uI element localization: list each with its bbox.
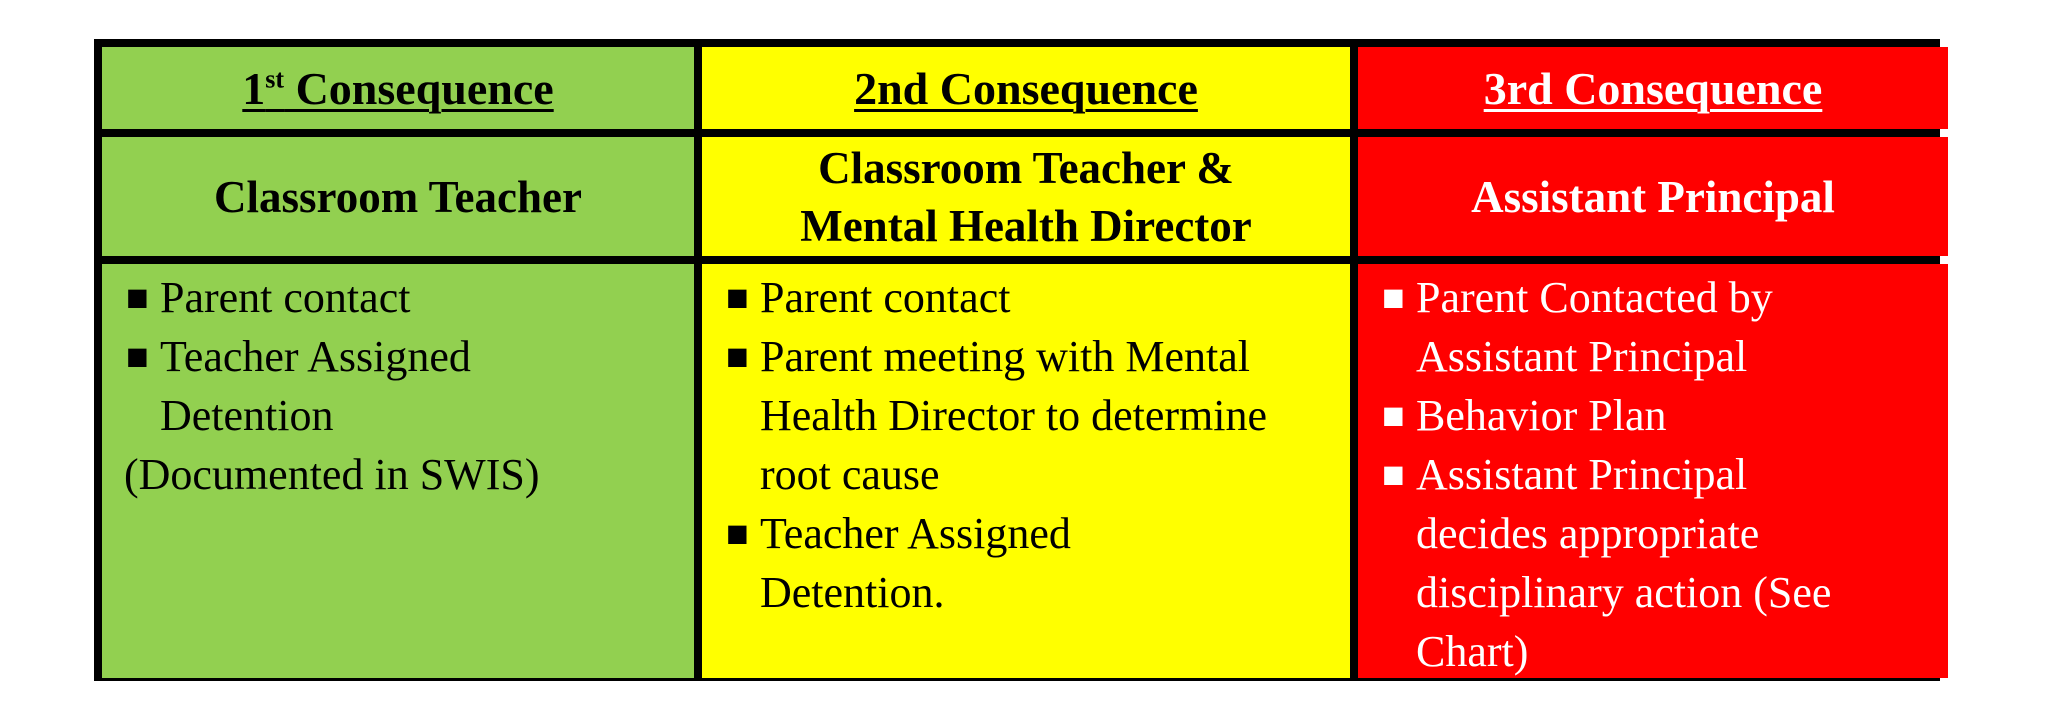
list-item-text: Parent meeting with Mental Health Director to determine root cause: [760, 332, 1268, 499]
list-item-text: Parent contact: [760, 273, 1011, 322]
square-bullet-icon: ■: [726, 519, 749, 547]
second-actions-list: [726, 268, 1342, 622]
list-item: [1382, 445, 1940, 678]
list-item: [726, 327, 1342, 504]
square-bullet-icon: ■: [726, 342, 749, 370]
square-bullet-icon: ■: [126, 342, 149, 370]
first-role-text: Classroom Teacher: [214, 171, 582, 222]
list-item-text: Teacher Assigned Detention: [160, 332, 471, 440]
square-bullet-icon: ■: [726, 283, 749, 311]
second-consequence-actions: [702, 264, 1350, 678]
second-role-line-1: Classroom Teacher &: [818, 142, 1234, 193]
third-actions-list: [1382, 268, 1940, 678]
first-consequence-actions: [102, 264, 694, 678]
third-consequence-heading: [1358, 47, 1948, 129]
second-consequence-heading-text: 2nd Consequence: [854, 62, 1198, 114]
list-item: [126, 327, 686, 445]
square-bullet-icon: ■: [1382, 283, 1405, 311]
documentation-note: (Documented in SWIS): [124, 450, 540, 499]
third-consequence-role: [1358, 137, 1948, 256]
first-consequence-heading: [102, 47, 694, 129]
list-item-text: Parent Contacted by Assistant Principal: [1416, 273, 1773, 381]
consequence-table: [94, 39, 1940, 681]
second-consequence-role: [702, 137, 1350, 256]
list-item-text: Behavior Plan: [1416, 391, 1667, 440]
square-bullet-icon: ■: [126, 283, 149, 311]
second-role-text: [800, 139, 1252, 255]
heading-rest: Consequence: [284, 62, 554, 114]
first-consequence-heading-text: [242, 62, 553, 115]
square-bullet-icon: ■: [1382, 460, 1405, 488]
second-consequence-heading: [702, 47, 1350, 129]
list-item-text: Parent contact: [160, 273, 411, 322]
third-role-text: Assistant Principal: [1471, 171, 1835, 222]
third-consequence-heading-text: 3rd Consequence: [1483, 62, 1823, 114]
list-item-text: Assistant Principal decides appropriate disciplinary action (See Chart): [1416, 450, 1832, 676]
heading-number: 1: [242, 62, 266, 114]
first-consequence-role: [102, 137, 694, 256]
list-item-text: Teacher Assigned Detention.: [760, 509, 1071, 617]
first-actions-list: [126, 268, 686, 445]
third-consequence-actions: [1358, 264, 1948, 678]
second-role-line-2: Mental Health Director: [800, 200, 1252, 251]
list-item: [726, 504, 1342, 622]
square-bullet-icon: ■: [1382, 401, 1405, 429]
heading-superscript: st: [265, 64, 285, 94]
list-item: [1382, 268, 1940, 386]
list-item: [726, 268, 1342, 327]
list-item: [1382, 386, 1940, 445]
list-item: [126, 268, 686, 327]
